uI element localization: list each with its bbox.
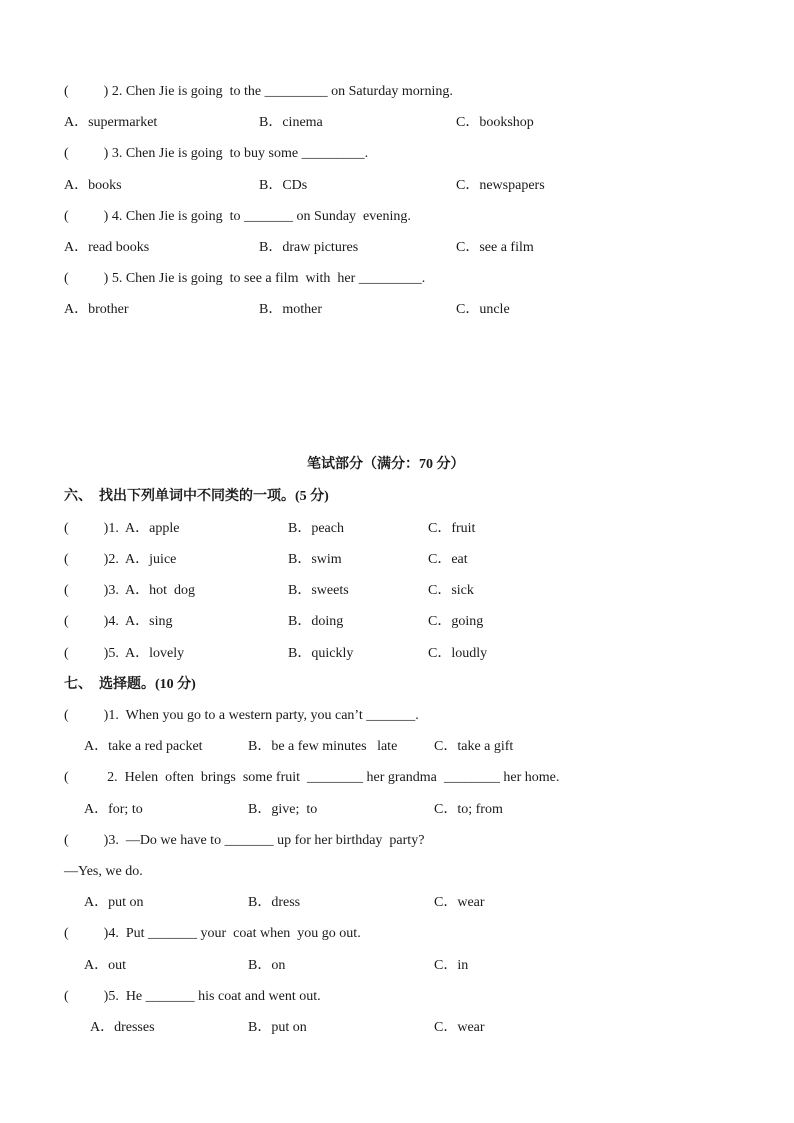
section-7-q3-option-a: A．put on <box>84 895 144 910</box>
section-6-q2-option-c: C．eat <box>428 552 468 567</box>
listening-q2-option-b: B．cinema <box>259 115 323 130</box>
section-6-q3-option-a: ( )3. A．hot dog <box>64 583 196 598</box>
listening-q2-option-c: C．bookshop <box>456 115 534 130</box>
written-part-title: 笔试部分（满分：70 分） <box>307 457 465 472</box>
section-7-q2-option-c: C．to; from <box>434 802 503 817</box>
listening-q5-option-b: B．mother <box>259 302 322 317</box>
section-7-heading: 七、 选择题。(10 分) <box>64 677 196 692</box>
listening-q2-option-a: A．supermarket <box>64 115 158 130</box>
section-7-q5-stem: ( )5. He _______ his coat and went out. <box>64 989 321 1004</box>
section-7-q1-option-b: B．be a few minutes late <box>248 739 398 754</box>
listening-q4-option-c: C．see a film <box>456 240 534 255</box>
section-7-q2-option-b: B．give; to <box>248 802 318 817</box>
section-7-q3-option-c: C．wear <box>434 895 485 910</box>
section-6-q1-option-a: ( )1. A．apple <box>64 521 180 536</box>
section-6-heading: 六、 找出下列单词中不同类的一项。(5 分) <box>64 489 329 504</box>
section-7-q1-option-c: C．take a gift <box>434 739 514 754</box>
section-6-q5-option-c: C．loudly <box>428 646 488 661</box>
listening-q2-stem: ( ) 2. Chen Jie is going to the _________ on Saturday morning. <box>64 84 453 99</box>
listening-q3-option-b: B．CDs <box>259 178 308 193</box>
listening-q5-option-c: C．uncle <box>456 302 510 317</box>
listening-q4-option-a: A．read books <box>64 240 150 255</box>
section-6-q5-option-a: ( )5. A．lovely <box>64 646 185 661</box>
section-7-q5-option-c: C．wear <box>434 1020 485 1035</box>
section-7-q3-stem: ( )3. —Do we have to _______ up for her birthday party? <box>64 833 425 848</box>
section-6-q5-option-b: B．quickly <box>288 646 354 661</box>
section-6-q1-option-c: C．fruit <box>428 521 476 536</box>
section-7-q4-option-a: A．out <box>84 958 126 973</box>
section-7-q3-reply: —Yes, we do. <box>64 864 143 879</box>
listening-q4-stem: ( ) 4. Chen Jie is going to _______ on Sunday evening. <box>64 209 411 224</box>
section-7-q4-option-b: B．on <box>248 958 286 973</box>
listening-q3-stem: ( ) 3. Chen Jie is going to buy some _________. <box>64 146 369 161</box>
listening-q4-option-b: B．draw pictures <box>259 240 359 255</box>
section-7-q2-option-a: A．for; to <box>84 802 143 817</box>
section-7-q4-stem: ( )4. Put _______ your coat when you go out. <box>64 926 361 941</box>
section-7-q1-option-a: A．take a red packet <box>84 739 203 754</box>
section-7-q3-option-b: B．dress <box>248 895 301 910</box>
section-6-q4-option-b: B．doing <box>288 614 344 629</box>
section-6-q1-option-b: B．peach <box>288 521 344 536</box>
section-6-q4-option-c: C．going <box>428 614 484 629</box>
listening-q3-option-c: C．newspapers <box>456 178 545 193</box>
listening-q3-option-a: A．books <box>64 178 122 193</box>
section-6-q2-option-a: ( )2. A．juice <box>64 552 177 567</box>
section-6-q3-option-b: B．sweets <box>288 583 349 598</box>
section-7-q1-stem: ( )1. When you go to a western party, you can’t _______. <box>64 708 419 723</box>
section-7-q5-option-a: A．dresses <box>90 1020 155 1035</box>
section-7-q2-stem: ( 2. Helen often brings some fruit ________ her grandma ________ her home. <box>64 770 560 785</box>
section-6-q4-option-a: ( )4. A．sing <box>64 614 173 629</box>
section-6-q2-option-b: B．swim <box>288 552 342 567</box>
listening-q5-stem: ( ) 5. Chen Jie is going to see a film with her _________. <box>64 271 426 286</box>
section-6-q3-option-c: C．sick <box>428 583 474 598</box>
section-7-q4-option-c: C．in <box>434 958 469 973</box>
listening-q5-option-a: A．brother <box>64 302 129 317</box>
section-7-q5-option-b: B．put on <box>248 1020 307 1035</box>
